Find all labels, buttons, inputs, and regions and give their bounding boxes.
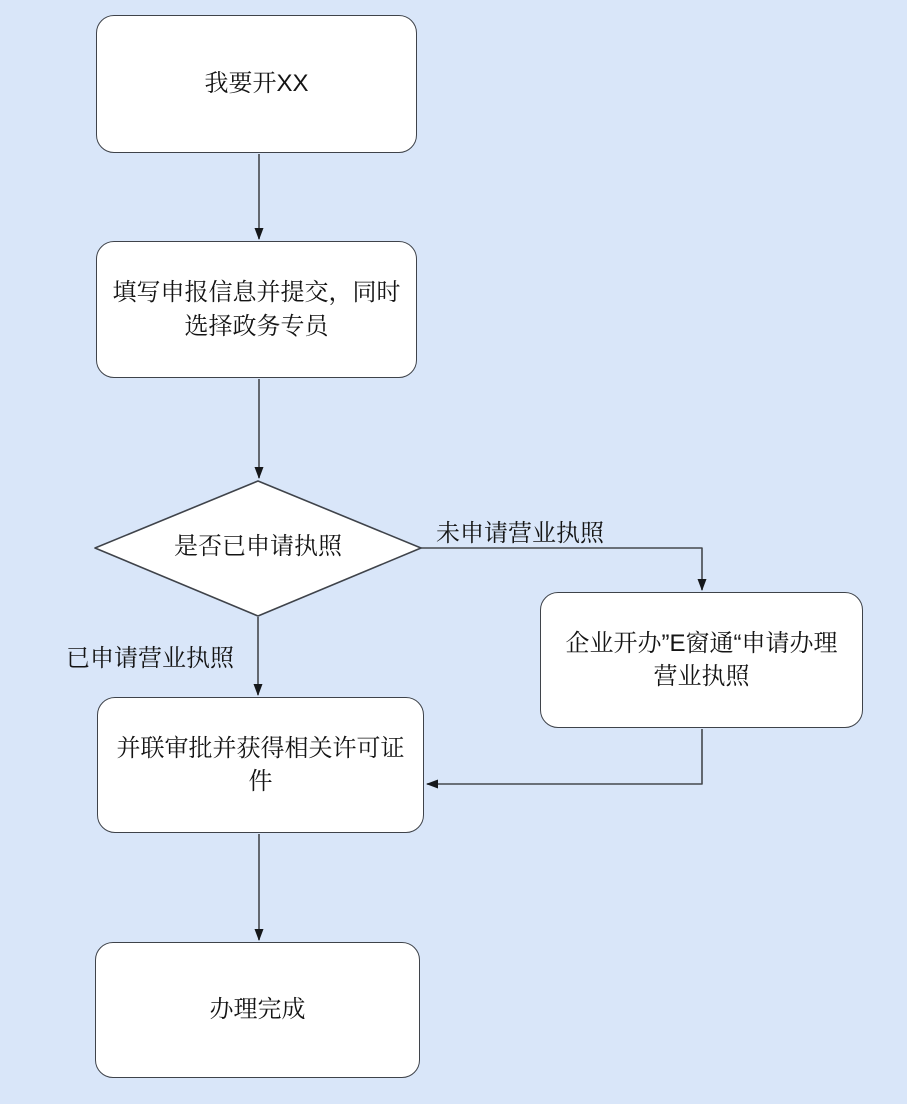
- start-node: [96, 15, 417, 153]
- done-node-label: 办理完成: [209, 996, 306, 1024]
- approval-node: [97, 697, 424, 833]
- edge-label-has-license: 已申请营业执照: [66, 645, 234, 672]
- done-node: [95, 942, 420, 1078]
- start-node-label: 我要开XX: [204, 70, 309, 98]
- approval-node-label-line1: 并联审批并获得相关许可证: [116, 734, 405, 762]
- decision-node-label: 是否已申请执照: [174, 533, 342, 560]
- fill-info-node: [96, 241, 417, 378]
- ewindow-node-label-line1: 企业开办”E窗通“申请办理: [565, 629, 838, 657]
- fill-info-node-label-line1: 填写申报信息并提交，同时: [112, 279, 401, 307]
- edge-decision-to-ewindow: [421, 548, 702, 590]
- edge-label-no-license: 未申请营业执照: [436, 520, 604, 547]
- approval-node-label-line2: 件: [248, 768, 273, 795]
- edge-ewindow-to-approval: [427, 729, 702, 784]
- fill-info-node-label-line2: 选择政务专员: [184, 312, 329, 340]
- ewindow-node: [540, 592, 863, 728]
- ewindow-node-label-line2: 营业执照: [653, 663, 750, 690]
